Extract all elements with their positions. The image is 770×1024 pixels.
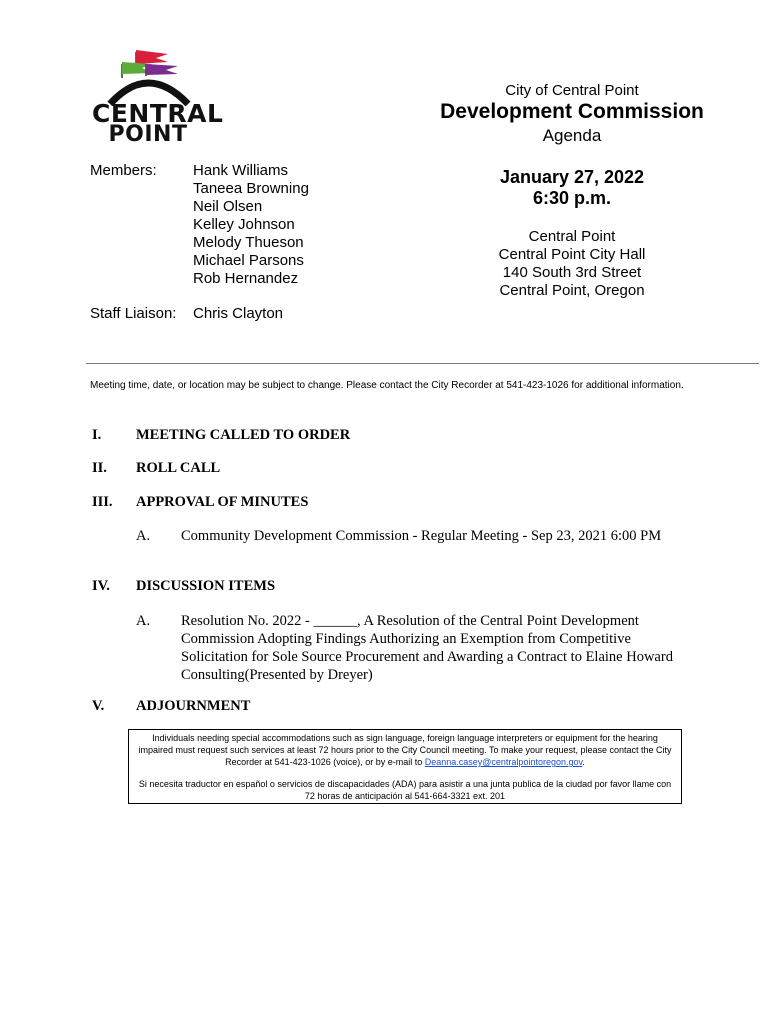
meeting-date: January 27, 2022 <box>499 167 645 187</box>
logo-text-point: POINT <box>108 122 188 147</box>
item-text[interactable]: Community Development Commission - Regular Meeting - Sep 23, 2021 6:00 PM <box>181 528 662 544</box>
member-name: Melody Thueson <box>193 234 304 251</box>
member-name: Taneea Browning <box>193 180 309 197</box>
recorder-email-link[interactable]: Deanna.casey@centralpointoregon.gov <box>424 757 583 767</box>
section-title: MEETING CALLED TO ORDER <box>136 427 351 443</box>
section-title: APPROVAL OF MINUTES <box>136 494 309 510</box>
staff-liaison-label: Staff Liaison: <box>90 305 177 322</box>
section-title: ADJOURNMENT <box>136 698 251 714</box>
header-subtitle: Agenda <box>542 126 602 145</box>
section-number: II. <box>92 460 107 476</box>
accessibility-notice <box>128 729 682 804</box>
location-line: Central Point City Hall <box>498 246 646 263</box>
member-name: Michael Parsons <box>193 252 304 269</box>
logo-text-central: CENTRAL <box>92 99 224 128</box>
meeting-time: 6:30 p.m. <box>532 188 612 208</box>
logo-flags-icon <box>92 46 204 106</box>
section-number: V. <box>92 698 105 714</box>
section-number: III. <box>92 494 113 510</box>
item-letter: A. <box>136 613 151 629</box>
meeting-datetime <box>470 167 674 209</box>
accessibility-english: Individuals needing special accommodations such as sign language, foreign language interpreters or equipment for the hearing impaired must request such services at least 72 hours prior to the City Council meeting. To make your request, please contact the City Recorder at 541-423-1026 (voice), or by e-mail to Deanna.casey@centralpointoregon.gov. <box>138 733 672 767</box>
header-city: City of Central Point <box>505 82 639 99</box>
section-title: ROLL CALL <box>136 460 221 476</box>
meeting-location <box>470 228 674 300</box>
location-line: Central Point <box>528 228 616 245</box>
accessibility-spanish: Si necesita traductor en español o servicios de discapacidades (ADA) para asistir a una junta publica de la ciudad por favor llame con 72 horas de anticipación al 541-664-3321 ext. 201 <box>138 779 672 801</box>
divider <box>86 363 759 364</box>
members-list <box>193 162 309 288</box>
item-text[interactable]: Resolution No. 2022 - ______, A Resolution of the Central Point Development Commission Adopting Findings Authorizing an Exemption from Competitive Solicitation for Sole Source Procurement and Awarding a Contract to Elaine Howard Consulting(Presented by Dreyer) <box>181 613 673 683</box>
member-name: Neil Olsen <box>193 198 263 215</box>
section-number: I. <box>92 427 102 443</box>
location-line: 140 South 3rd Street <box>502 264 642 281</box>
section-number: IV. <box>92 578 110 594</box>
members-label: Members: <box>90 162 157 179</box>
staff-liaison-name: Chris Clayton <box>193 305 284 322</box>
section-title: DISCUSSION ITEMS <box>136 578 276 594</box>
central-point-logo <box>92 46 224 147</box>
member-name: Rob Hernandez <box>193 270 299 287</box>
change-notice: Meeting time, date, or location may be subject to change. Please contact the City Recorder at 541-423-1026 for additional information. <box>90 380 684 391</box>
spacer <box>135 768 675 778</box>
page-title: Development Commission <box>440 100 704 123</box>
location-line: Central Point, Oregon <box>499 282 645 299</box>
item-letter: A. <box>136 528 151 544</box>
member-name: Hank Williams <box>193 162 289 179</box>
member-name: Kelley Johnson <box>193 216 295 233</box>
